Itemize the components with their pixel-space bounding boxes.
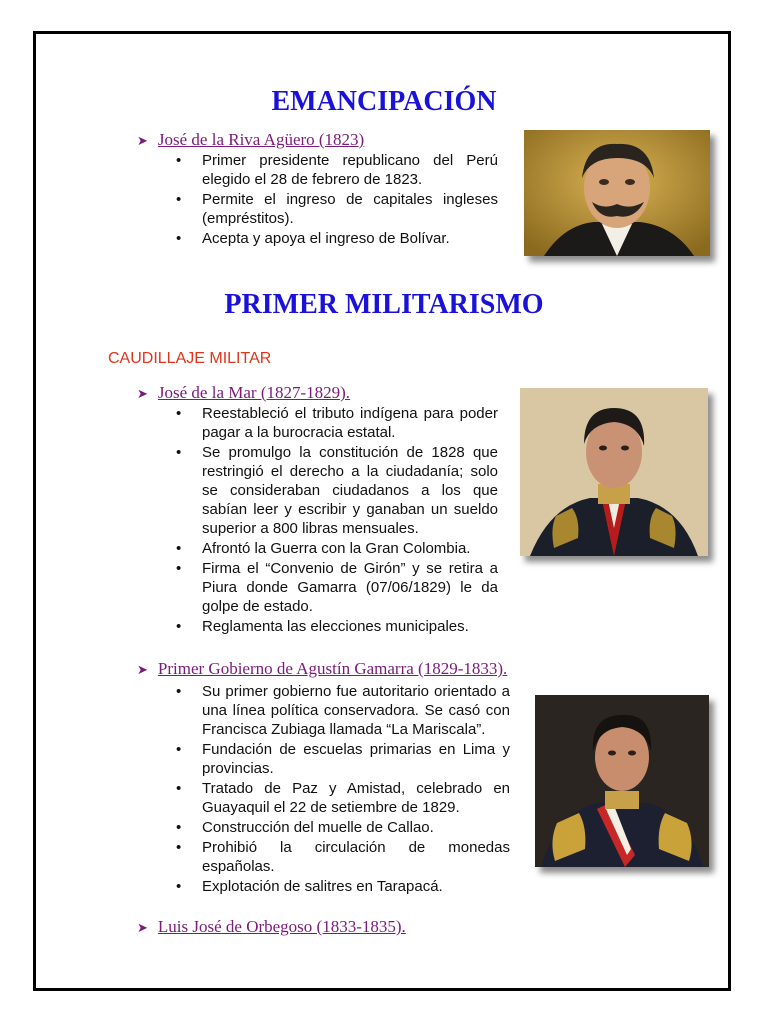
gamarra-points xyxy=(172,682,510,897)
list-item: • Afrontó la Guerra con la Gran Colombia. xyxy=(172,539,498,558)
list-item: • Reestableció el tributo indígena para poder pagar a la burocracia estatal. xyxy=(172,404,498,442)
arrow-bullet-icon: ➤ xyxy=(137,386,148,401)
list-item: • Prohibió la circulación de monedas españolas. xyxy=(172,838,510,876)
ruler-riva-aguero xyxy=(137,130,364,150)
arrow-bullet-icon: ➤ xyxy=(137,133,148,148)
arrow-bullet-icon: ➤ xyxy=(137,662,148,677)
list-item: • Se promulgo la constitución de 1828 que restringió el derecho a la ciudadanía; solo se consideraban ciudadanos a los que sabían leer y escribir y ganaban un sueldo superior a 800 libras mensuales. xyxy=(172,443,498,538)
heading-primer-militarismo: PRIMER MILITARISMO xyxy=(224,289,544,320)
la-mar-points xyxy=(172,404,498,637)
list-item: • Primer presidente republicano del Perú elegido el 28 de febrero de 1823. xyxy=(172,151,498,189)
list-item: • Acepta y apoya el ingreso de Bolívar. xyxy=(172,229,498,248)
portrait-agustin-gamarra xyxy=(535,695,709,867)
ruler-jose-de-la-mar xyxy=(137,383,350,403)
list-item: • Permite el ingreso de capitales ingleses (empréstitos). xyxy=(172,190,498,228)
list-item: • Explotación de salitres en Tarapacá. xyxy=(172,877,510,896)
ruler-orbegoso xyxy=(137,917,406,937)
portrait-jose-de-la-mar xyxy=(520,388,708,556)
ruler-agustin-gamarra xyxy=(137,659,507,679)
riva-aguero-points xyxy=(172,151,498,249)
ruler-title: José de la Riva Agüero (1823) xyxy=(157,130,365,149)
list-item: • Fundación de escuelas primarias en Lima y provincias. xyxy=(172,740,510,778)
ruler-title: José de la Mar (1827-1829). xyxy=(157,383,351,402)
list-item: • Construcción del muelle de Callao. xyxy=(172,818,510,837)
list-item: • Firma el “Convenio de Girón” y se retira a Piura donde Gamarra (07/06/1829) le da golpe de estado. xyxy=(172,559,498,616)
ruler-title: Primer Gobierno de Agustín Gamarra (1829-1833). xyxy=(157,659,508,678)
list-item: • Tratado de Paz y Amistad, celebrado en Guayaquil el 22 de setiembre de 1829. xyxy=(172,779,510,817)
list-item: • Reglamenta las elecciones municipales. xyxy=(172,617,498,636)
portrait-riva-aguero xyxy=(524,130,710,256)
arrow-bullet-icon: ➤ xyxy=(137,920,148,935)
ruler-title: Luis José de Orbegoso (1833-1835). xyxy=(157,917,406,936)
heading-emancipacion: EMANCIPACIÓN xyxy=(271,86,497,117)
caudillaje-militar-label: CAUDILLAJE MILITAR xyxy=(108,350,272,367)
list-item: • Su primer gobierno fue autoritario orientado a una línea política conservadora. Se casó con Francisca Zubiaga llamada “La Mariscala”. xyxy=(172,682,510,739)
